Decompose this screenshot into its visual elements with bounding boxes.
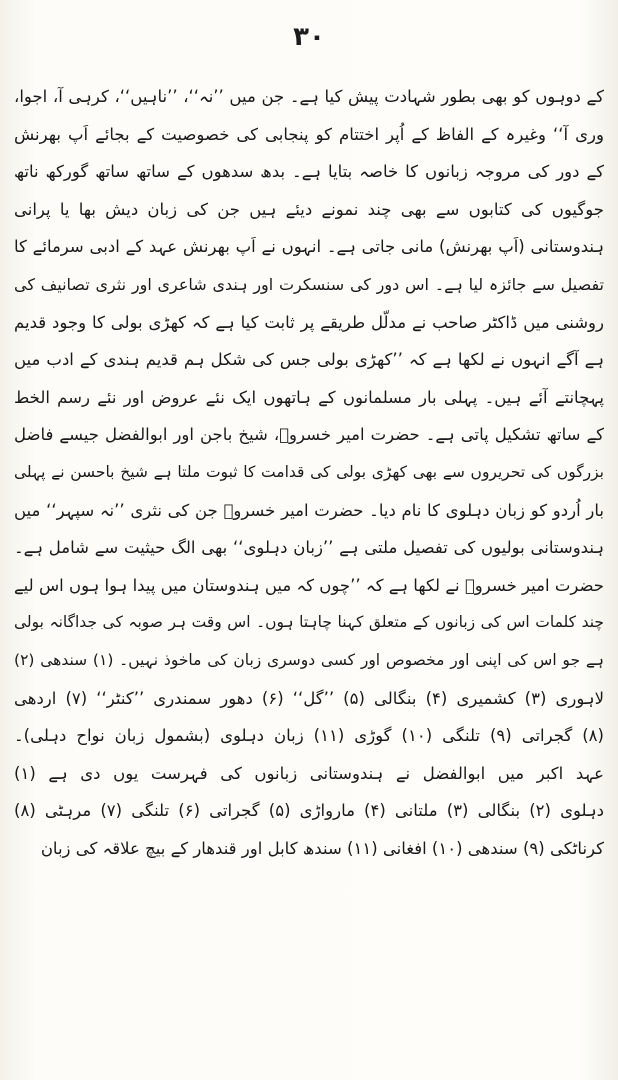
text-line: پہچانتے آئے ہیں۔ پہلی بار مسلمانوں کے ہاتھوں ایک نئے عروض اور نئے رسم الخط (14, 387, 604, 407)
text-line: کے دور کی مروجہ زبانوں کا خاصہ بتایا ہے۔ بدھ سدھوں کے ساتھ ساتھ گورکھ ناتھ (14, 162, 604, 182)
text-line: ہے آگے انہوں نے لکھا ہے کہ ’’کھڑی بولی جس کی شکل ہم قدیم ہندی کے ادب میں (14, 350, 604, 370)
text-line: چند کلمات اس کی زبانوں کے متعلق کہنا چاہتا ہوں۔ اس وقت ہر صوبہ کی جداگانہ بولی (14, 613, 604, 632)
text-line: عہد اکبر میں ابوالفضل نے ہندوستانی زبانوں کی فہرست یوں دی ہے (۱) (14, 763, 604, 783)
text-line: کے ساتھ تشکیل پاتی ہے۔ حضرت امیر خسروؒ، شیخ باجن اور ابوالفضل جیسے فاضل (14, 425, 604, 445)
text-line: وری آ‘‘ وغیرہ کے الفاظ کے اُپر اختتام کو پنجابی کی خصوصیت کے بجائے اَپ بھرنش (14, 124, 604, 144)
body-text (14, 78, 604, 867)
text-line: حضرت امیر خسروؒ نے لکھا ہے کہ ’’چوں کہ میں ہندوستان میں پیدا ہوا ہوں اس لیے (14, 575, 604, 595)
page-number: ۳۰ (293, 22, 325, 52)
text-line: لاہوری (۳) کشمیری (۴) بنگالی (۵) ’’گل‘‘ (۶) دھور سمندری ’’کنٹر‘‘ (۷) اردھی (14, 688, 604, 708)
text-line: تفصیل سے جائزہ لیا ہے۔ اس دور کی سنسکرت اور ہندی شاعری اور نثری تصانیف کی (14, 274, 604, 294)
text-line: ہے جو اس کی اپنی اور مخصوص اور کسی دوسری زبان کی ماخوذ نہیں۔ (۱) سندھی (۲) (14, 650, 604, 669)
text-line: ہندوستانی (اَپ بھرنش) مانی جاتی ہے۔ انہوں نے اَپ بھرنش عہد کے ادبی سرمائے کا (14, 237, 604, 257)
text-line: کرناٹکی (۹) سندھی (۱۰) افغانی (۱۱) سندھ کابل اور قندھار کے بیچ علاقہ کی زبان (40, 838, 604, 858)
text-line: دہلوی (۲) بنگالی (۳) ملتانی (۴) مارواڑی (۵) گجراتی (۶) تلنگی (۷) مرہٹی (۸) (14, 801, 604, 821)
text-line: ہندوستانی بولیوں کی تفصیل ملتی ہے ’’زبان دہلوی‘‘ بھی الگ حیثیت سے شامل ہے۔ (14, 538, 604, 558)
text-line: (۸) گجراتی (۹) تلنگی (۱۰) گوڑی (۱۱) زبان دہلوی (بشمول زبان نواح دہلی)۔ (14, 726, 604, 746)
text-line: بزرگوں کی تحریروں سے بھی کھڑی بولی کی قدامت کا ثبوت ملتا ہے شیخ باحسن نے پہلی (14, 462, 604, 481)
text-line: جوگیوں کی کتابوں سے بھی چند نمونے دیئے ہیں جن کی زبان دیش بھا یا پرانی (14, 199, 604, 219)
text-line: کے دوہوں کو بھی بطور شہادت پیش کیا ہے۔ جن میں ’’نہ‘‘، ’’ناہیں‘‘، کرہی آ، اجوا، (14, 87, 604, 106)
text-line: بار اُردو کو زبان دہلوی کا نام دیا۔ حضرت امیر خسروؒ جن کی نثری ’’نہ سپہر‘‘ میں (14, 500, 604, 520)
text-line: روشنی میں ڈاکٹر صاحب نے مدلّل طریقے پر ثابت کیا ہے کہ کھڑی بولی کا وجود قدیم (14, 312, 604, 332)
